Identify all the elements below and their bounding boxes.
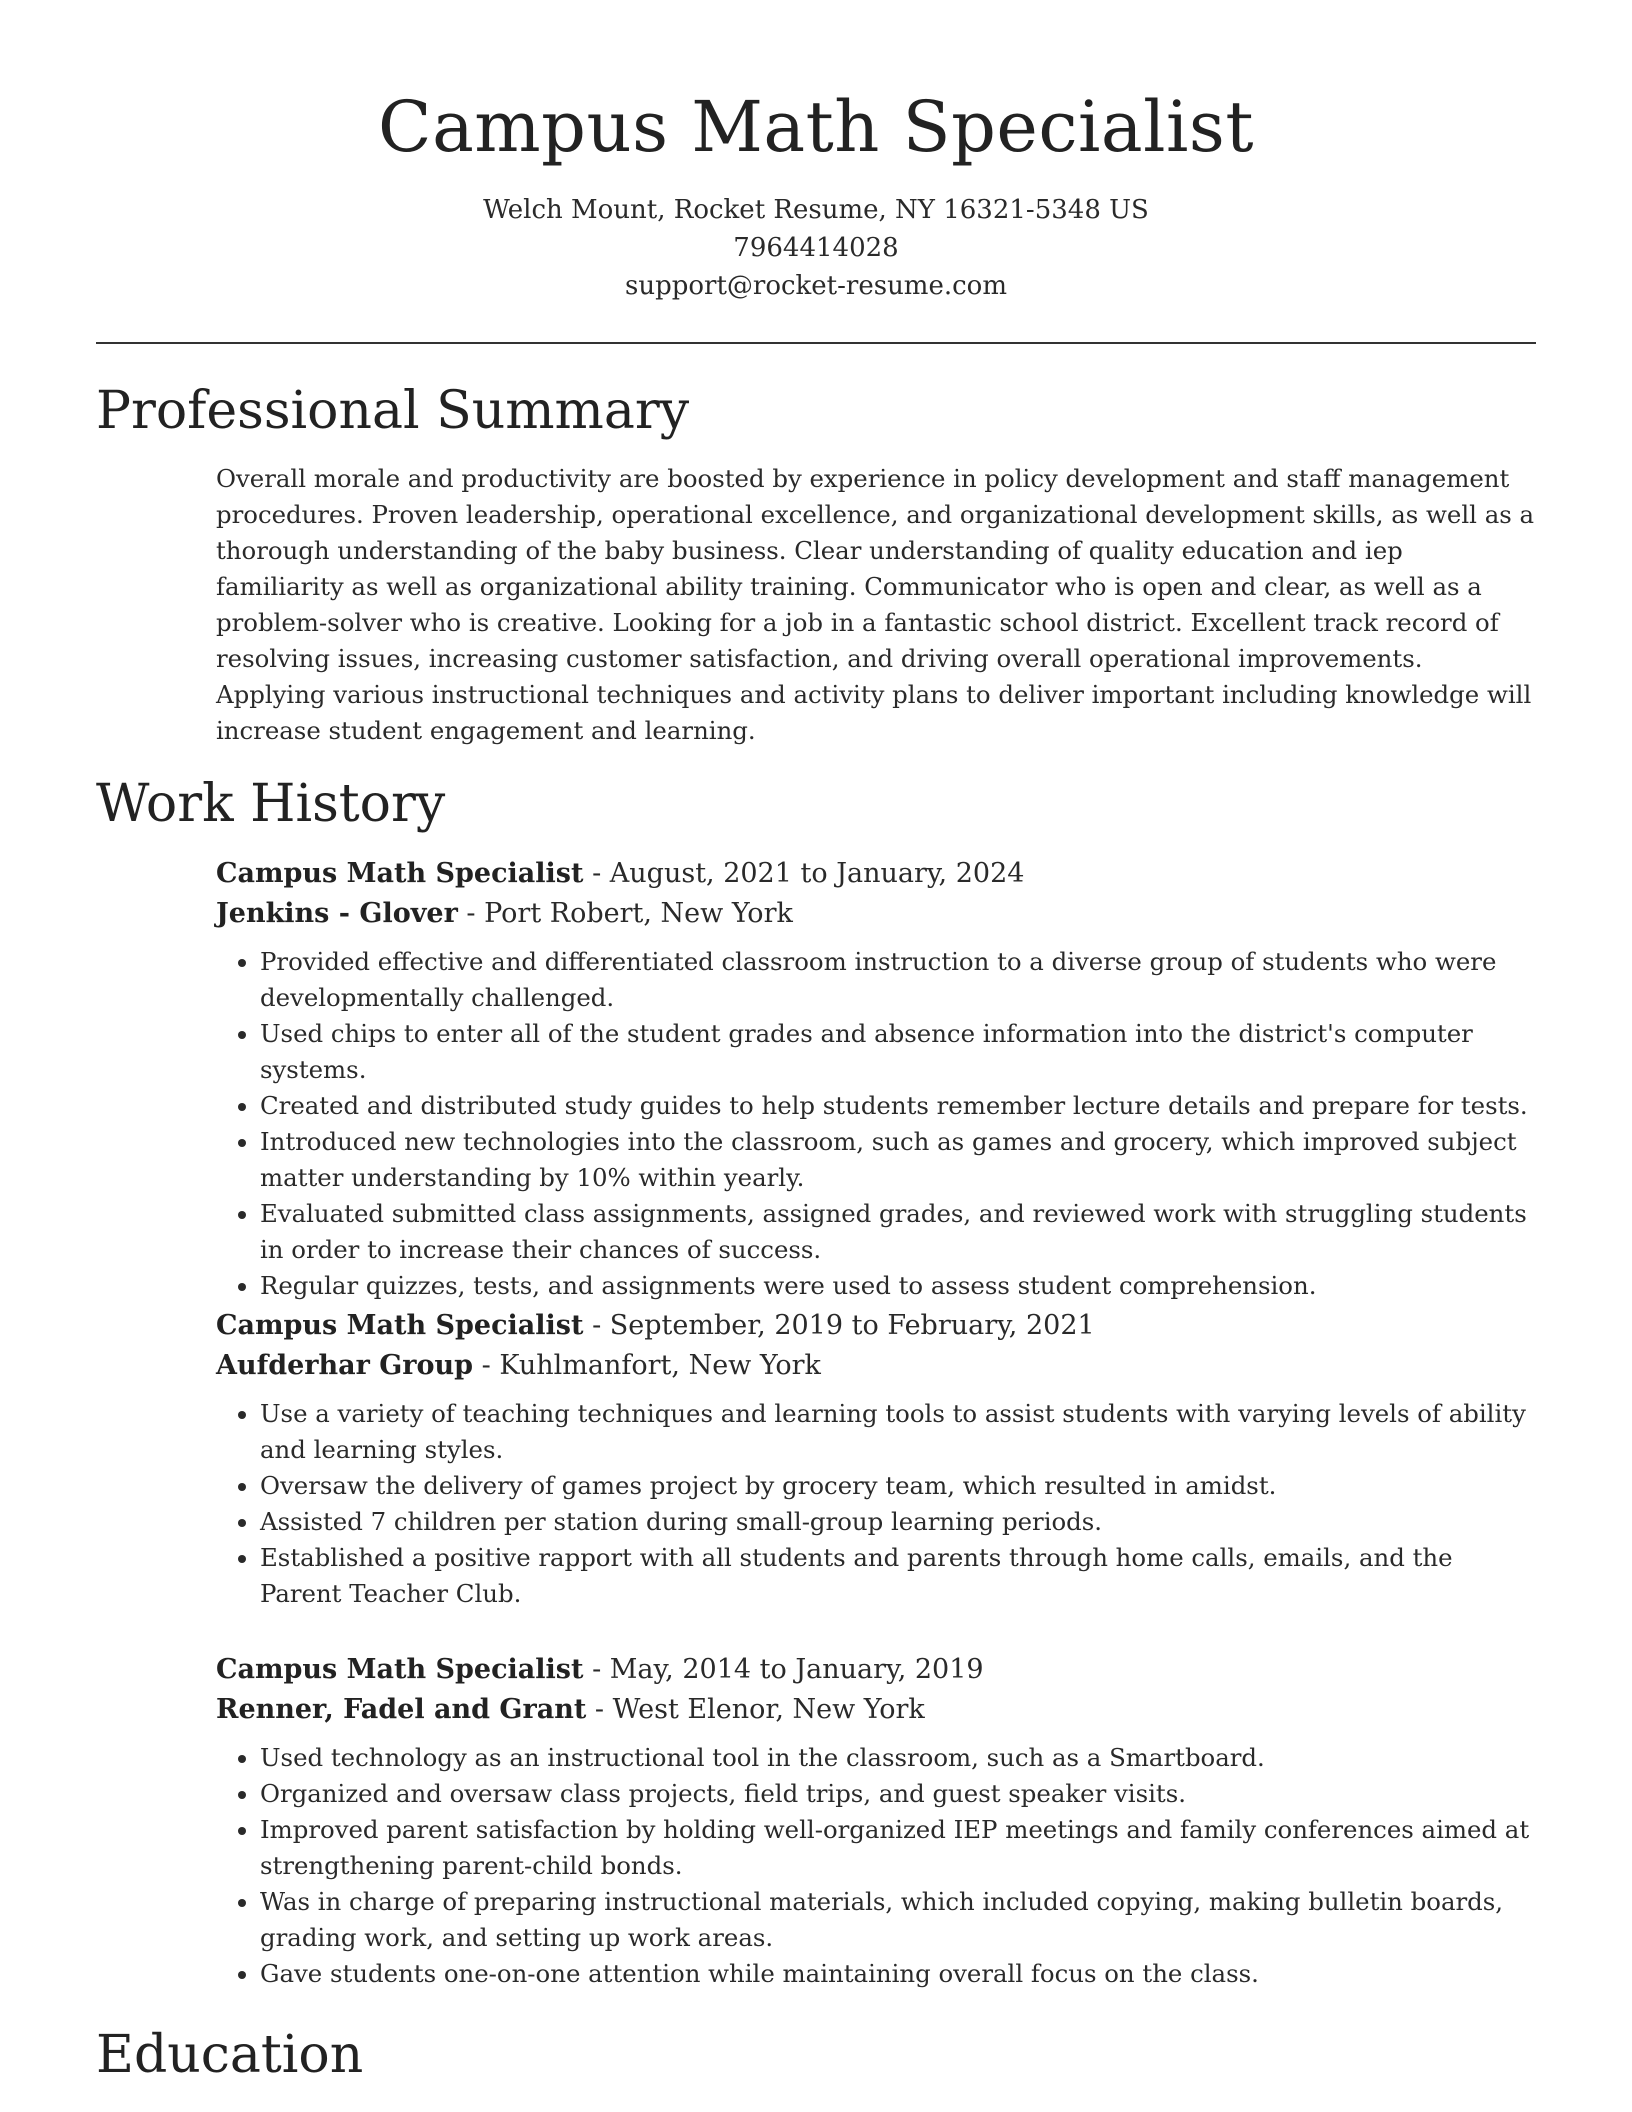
job-dates: - May, 2014 to January, 2019 bbox=[583, 1654, 984, 1685]
job-bullet: • Gave students one-on-one attention while maintaining overall focus on the class. bbox=[260, 1956, 1536, 1992]
job-company-line bbox=[216, 1346, 1536, 1386]
job-title: Campus Math Specialist bbox=[216, 1310, 584, 1341]
job-bullet: • Assisted 7 children per station during small-group learning periods. bbox=[260, 1504, 1536, 1540]
job-company: Renner, Fadel and Grant bbox=[216, 1694, 587, 1725]
job-company-line bbox=[216, 894, 1536, 934]
job-entry bbox=[216, 1306, 1536, 1612]
job-dates: - September, 2019 to February, 2021 bbox=[583, 1310, 1095, 1341]
job-dates: - August, 2021 to January, 2024 bbox=[583, 858, 1025, 889]
job-bullet: • Used chips to enter all of the student grades and absence information into the district's computer systems. bbox=[260, 1016, 1536, 1088]
job-title-line bbox=[216, 854, 1536, 894]
job-bullet: • Provided effective and differentiated classroom instruction to a diverse group of students who were developmentally challenged. bbox=[260, 944, 1536, 1016]
contact-block bbox=[0, 191, 1632, 305]
summary-text: Overall morale and productivity are boosted by experience in policy development and staff management procedures. Proven leadership, operational excellence, and organizational development skills, as well as a thorough understanding of the baby business. Clear understanding of quality education and iep familiarity as well as organizational ability training. Communicator who is open and clear, as well as a problem-solver who is creative. Looking for a job in a fantastic school district. Excellent track record of resolving issues, increasing customer satisfaction, and driving overall operational improvements. Applying various instructional techniques and activity plans to deliver important including knowledge will increase student engagement and learning. bbox=[216, 464, 1535, 745]
job-bullet: • Regular quizzes, tests, and assignments were used to assess student comprehension. bbox=[260, 1268, 1536, 1304]
work-history-heading: Work History bbox=[96, 774, 446, 834]
job-title-line bbox=[216, 1306, 1536, 1346]
education-heading: Education bbox=[96, 2025, 364, 2085]
job-location: - Kuhlmanfort, New York bbox=[473, 1350, 821, 1381]
job-bullet-list bbox=[216, 1740, 1536, 1992]
job-bullet: • Was in charge of preparing instructional materials, which included copying, making bulletin boards, grading work, and setting up work areas. bbox=[260, 1884, 1536, 1956]
contact-address: Welch Mount, Rocket Resume, NY 16321-5348 US bbox=[483, 195, 1149, 225]
job-title-line bbox=[216, 1650, 1536, 1690]
summary-heading: Professional Summary bbox=[96, 381, 690, 441]
job-bullet-list bbox=[216, 944, 1536, 1304]
job-bullet: • Evaluated submitted class assignments, assigned grades, and reviewed work with struggling students in order to increase their chances of success. bbox=[260, 1196, 1536, 1268]
contact-phone: 7964414028 bbox=[733, 233, 899, 263]
job-location: - West Elenor, New York bbox=[586, 1694, 925, 1725]
job-company: Aufderhar Group bbox=[216, 1350, 474, 1381]
job-bullet: • Established a positive rapport with all students and parents through home calls, emails, and the Parent Teacher Club. bbox=[260, 1540, 1536, 1612]
job-bullet: • Organized and oversaw class projects, field trips, and guest speaker visits. bbox=[260, 1776, 1536, 1812]
job-bullet: • Used technology as an instructional tool in the classroom, such as a Smartboard. bbox=[260, 1740, 1536, 1776]
job-bullet: • Improved parent satisfaction by holding well-organized IEP meetings and family conferences aimed at strengthening parent-child bonds. bbox=[260, 1812, 1536, 1884]
job-bullet: • Oversaw the delivery of games project by grocery team, which resulted in amidst. bbox=[260, 1468, 1536, 1504]
job-title: Campus Math Specialist bbox=[216, 858, 584, 889]
header-divider bbox=[96, 342, 1536, 344]
job-bullet: • Introduced new technologies into the classroom, such as games and grocery, which improved subject matter understanding by 10% within yearly. bbox=[260, 1124, 1536, 1196]
contact-email: support@rocket-resume.com bbox=[624, 271, 1007, 301]
job-bullet: • Created and distributed study guides to help students remember lecture details and prepare for tests. bbox=[260, 1088, 1536, 1124]
job-entry bbox=[216, 854, 1536, 1304]
job-title: Campus Math Specialist bbox=[216, 1654, 584, 1685]
job-entry bbox=[216, 1650, 1536, 1992]
job-company: Jenkins - Glover bbox=[216, 898, 458, 929]
resume-title: Campus Math Specialist bbox=[378, 86, 1254, 168]
job-bullet: • Use a variety of teaching techniques and learning tools to assist students with varying levels of ability and learning styles. bbox=[260, 1396, 1536, 1468]
job-company-line bbox=[216, 1690, 1536, 1730]
job-location: - Port Robert, New York bbox=[457, 898, 793, 929]
job-bullet-list bbox=[216, 1396, 1536, 1612]
